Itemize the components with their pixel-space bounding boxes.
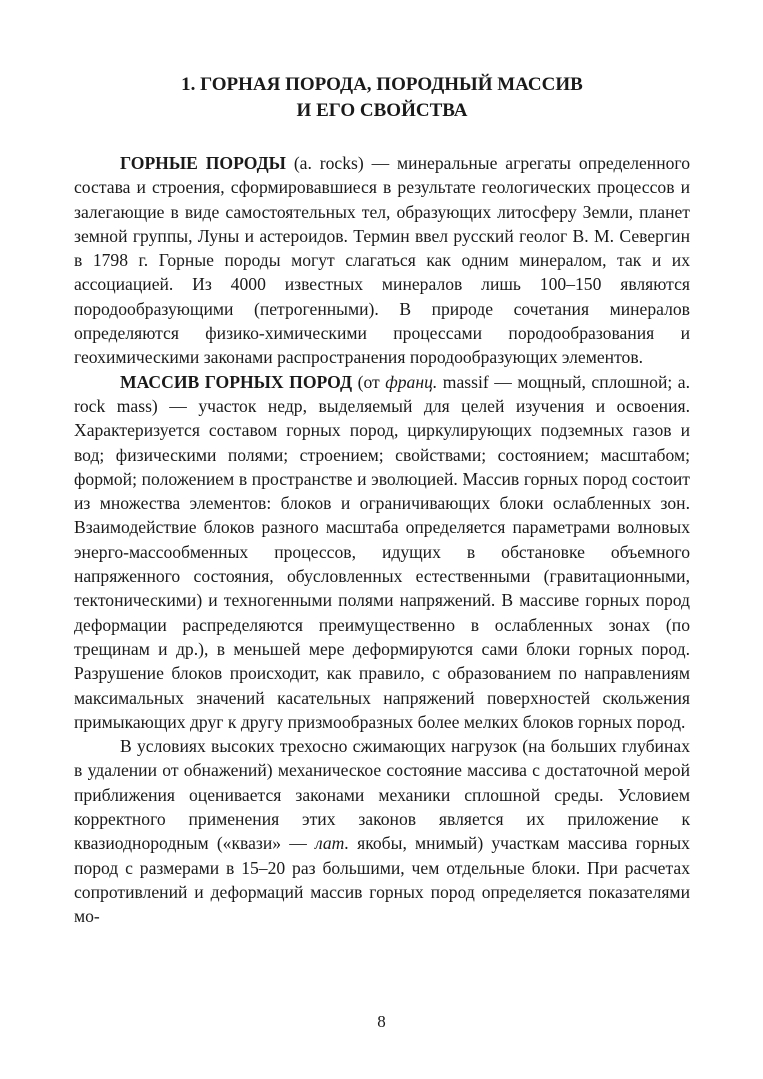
paragraph-rock-mass-italic: франц. bbox=[385, 371, 438, 392]
term-rocks: ГОРНЫЕ ПОРОДЫ bbox=[120, 153, 286, 173]
document-page bbox=[74, 72, 690, 929]
page-number: 8 bbox=[377, 1012, 386, 1031]
section-heading-line-2: И ЕГО СВОЙСТВА bbox=[296, 100, 468, 121]
paragraph-conditions-text-a: В условиях высоких трехосно сжимающих нагрузок (на больших глубинах в удалении от обнажений) механическое состояние массива с достаточной мерой приближения оценивается законами механики сплошной среды. Условием корректного применения этих законов является их приложение к квазиоднородным («квази» — bbox=[74, 736, 690, 854]
paragraph-conditions-italic: лат. bbox=[314, 833, 349, 854]
paragraph-conditions bbox=[74, 734, 690, 928]
term-rock-mass: МАССИВ ГОРНЫХ ПОРОД bbox=[120, 371, 353, 392]
paragraph-rocks-text: (а. rocks) — минеральные агрегаты определенного состава и строения, сформировавшиеся в результате геологических процессов и залегающие в виде самостоятельных тел, образующих литосферу Земли, планет земной группы, Луны и астероидов. Термин ввел русский геолог В. М. Севергин в 1798 г. Горные породы могут слагаться как одним минералом, так и их ассоциацией. Из 4000 известных минералов лишь 100–150 являются породообразующими (петрогенными). В природе сочетания минералов определяются физико-химическими процессами породообразования и геохимическими законами распространения породообразующих элементов. bbox=[74, 153, 691, 368]
section-heading-line-1: 1. ГОРНАЯ ПОРОДА, ПОРОДНЫЙ МАССИВ bbox=[181, 74, 583, 95]
paragraph-rock-mass bbox=[74, 370, 690, 734]
paragraph-rock-mass-text-a: (от bbox=[352, 371, 386, 392]
paragraph-rock-mass-text-b: massif — мощный, сплошной; а. rock mass) — участок недр, выделяемый для целей изучения и освоения. Характеризуется составом горных пород, циркулирующих подземных газов и вод; физическими полями; строением; свойствами; состоянием; масштабом; формой; положением в пространстве и эволюцией. Массив горных пород состоит из множества элементов: блоков и ограничивающих блоки ослабленных зон. Взаимодействие блоков разного масштаба определяется параметрами волновых энерго-массообменных процессов, идущих в обстановке объемного напряженного состояния, обусловленных естественными (гравитационными, тектоническими) и техногенными полями напряжений. В массиве горных пород деформации распределяются преимущественно в ослабленных зонах (по трещинам и др.), в меньшей мере деформируются сами блоки горных пород. Разрушение блоков происходит, как правило, с образованием по направлениям максимальных значений касательных напряжений поверхностей скольжения примыкающих друг к другу призмообразных более мелких блоков горных пород. bbox=[74, 371, 690, 732]
paragraph-rocks bbox=[74, 151, 690, 370]
paragraph-conditions-text-b: якобы, мнимый) участкам массива горных пород с размерами в 15–20 раз большими, чем отдельные блоки. При расчетах сопротивлений и деформаций массив горных пород определяется показателями мо- bbox=[74, 833, 690, 927]
section-heading bbox=[74, 72, 690, 124]
